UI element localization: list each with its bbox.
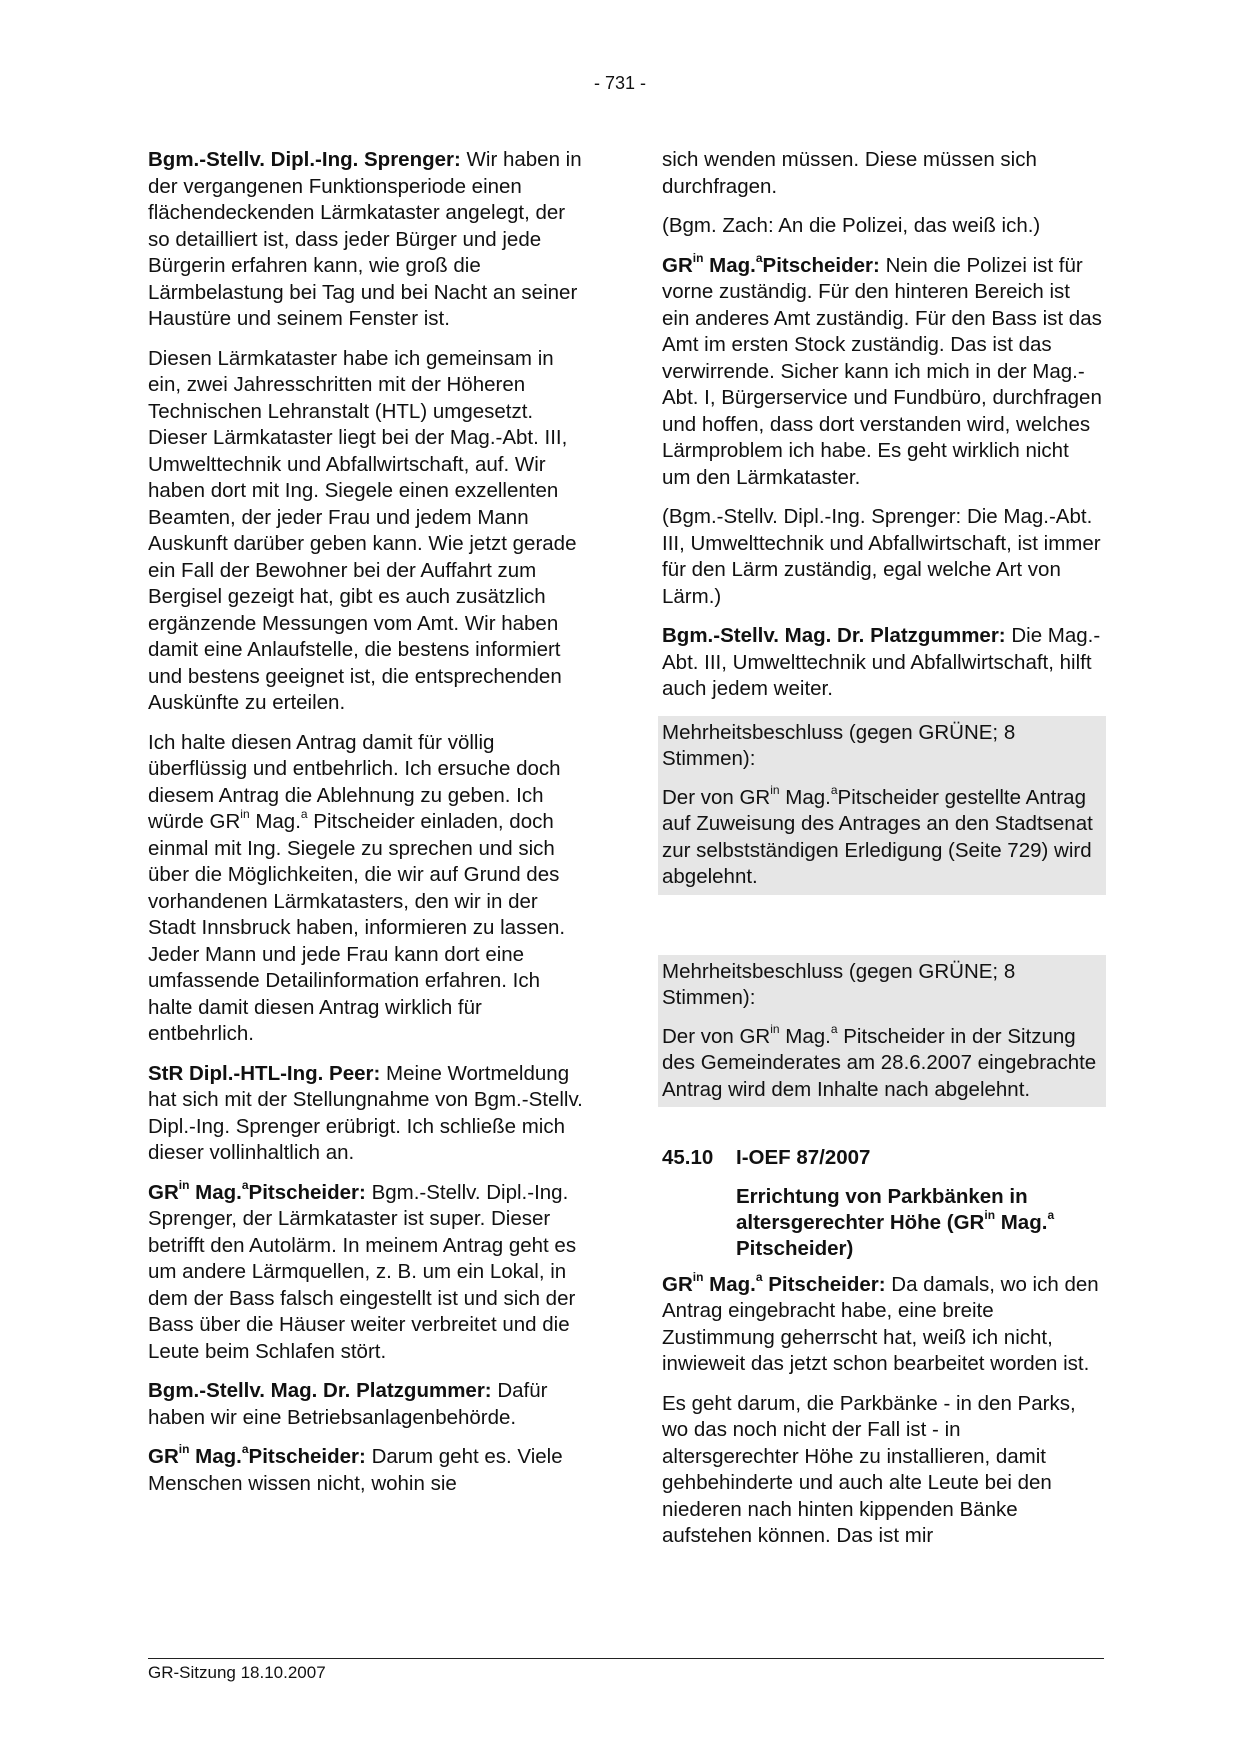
agenda-item-heading bbox=[662, 1145, 1102, 1262]
paragraph-text: Wir haben in der vergangenen Funktionsperiode einen flächendeckenden Lärmkataster angelegt, der so detailliert ist, dass jeder Bürger und jede Bürgerin erfahren kann, wie groß die Lärmbelastung bei Tag und bei Nacht an seiner Haustüre und seinem Fenster ist. bbox=[148, 148, 582, 330]
paragraph-pitscheider-1 bbox=[148, 1177, 588, 1366]
paragraph-peer bbox=[148, 1061, 588, 1167]
paragraph-text: Die Mag.-Abt. III, Umwelttechnik und Abfallwirtschaft, hilft auch jedem weiter. bbox=[662, 624, 1101, 700]
resolution-box-2 bbox=[658, 955, 1106, 1108]
paragraph-text: Bgm.-Stellv. Dipl.-Ing. Sprenger, der Lärmkataster ist super. Dieser betrifft den Autolärm. In meinem Antrag geht es um andere Lärmquellen, z. B. um ein Lokal, in dem der Bass falsch eingestellt ist und sich der Bass über die Häuser weiter verbreitet und die Leute beim Schlafen stört. bbox=[148, 1180, 577, 1363]
paragraph-text: Da damals, wo ich den Antrag eingebracht habe, eine breite Zustimmung geherrscht hat, weiß ich nicht, inwieweit das jetzt schon bearbeitet worden ist. bbox=[662, 1272, 1099, 1375]
paragraph-continuation: sich wenden müssen. Diese müssen sich durchfragen. bbox=[662, 148, 1037, 198]
resolution-title: Mehrheitsbeschluss (gegen GRÜNE; 8 Stimmen): bbox=[662, 720, 1016, 770]
resolution-text: Der von $GR^{in}$ Mag.$^a$ Pitscheider in der Sitzung des Gemeinderates am 28.6.2007 eingebrachte Antrag wird dem Inhalte nach abgelehnt. bbox=[662, 1021, 1097, 1101]
paragraph-sprenger-3 bbox=[148, 730, 588, 1048]
agenda-item-code: I-OEF 87/2007 bbox=[736, 1146, 871, 1169]
paragraph-text: Meine Wortmeldung hat sich mit der Stellungnahme von Bgm.-Stellv. Dipl.-Ing. Sprenger erübrigt. Ich schließe mich dieser vollinhaltlich an. bbox=[148, 1061, 583, 1164]
resolution-box-1 bbox=[658, 716, 1106, 895]
superscript-in: in bbox=[240, 807, 250, 822]
speaker-platzgummer: Bgm.-Stellv. Mag. Dr. Platzgummer: bbox=[662, 624, 1006, 647]
paragraph-pitscheider-2 bbox=[148, 1444, 588, 1497]
superscript-a: a bbox=[300, 807, 308, 822]
paragraph-text: Dafür haben wir eine Betriebsanlagenbehörde. bbox=[148, 1379, 548, 1429]
paragraph-text: Ich halte diesen Antrag damit für völlig überflüssig und entbehrlich. Ich ersuche doch diesem Antrag die Ablehnung zu geben. Ich würde GR bbox=[148, 730, 561, 833]
resolution-title: Mehrheitsbeschluss (gegen GRÜNE; 8 Stimmen): bbox=[662, 959, 1016, 1009]
speaker-platzgummer: Bgm.-Stellv. Mag. Dr. Platzgummer: bbox=[148, 1379, 492, 1402]
paragraph-interjection-zach: (Bgm. Zach: An die Polizei, das weiß ich.) bbox=[662, 214, 1041, 237]
paragraph-text: Darum geht es. Viele Menschen wissen nicht, wohin sie bbox=[148, 1445, 563, 1495]
right-column bbox=[662, 147, 1102, 1563]
agenda-item-number: 45.10 bbox=[662, 1146, 714, 1169]
paragraph-platzgummer-2 bbox=[662, 623, 1102, 703]
speaker-pitscheider: $GR^{in}$ Mag.$^a$Pitscheider: bbox=[148, 1177, 366, 1204]
footer-rule bbox=[148, 1658, 1104, 1659]
paragraph-text: Pitscheider einladen, doch einmal mit Ing. Siegele zu sprechen und sich über die Möglichkeiten, die wir auf Grund des vorhandenen Lärmkatasters, den wir in der Stadt Innsbruck haben, informieren zu lassen. Jeder Mann und jede Frau kann dort eine umfassende Detailinformation erfahren. Ich halte damit diesen Antrag wirklich für entbehrlich. bbox=[148, 810, 566, 1045]
paragraph-pitscheider-4 bbox=[662, 1269, 1102, 1378]
paragraph-pitscheider-3 bbox=[662, 250, 1102, 492]
page-number: - 731 - bbox=[593, 73, 647, 93]
speaker-pitscheider: $GR^{in}$ Mag.$^a$Pitscheider: bbox=[148, 1442, 366, 1468]
speaker-peer: StR Dipl.-HTL-Ing. Peer: bbox=[148, 1061, 381, 1085]
paragraph-text: Nein die Polizei ist für vorne zuständig. Für den hinteren Bereich ist ein anderes Amt zuständig. Für den Bass ist das Amt im ersten Stock zuständig. Das ist das verwirrende. Sicher kann ich mich in der Mag.-Abt. I, Bürgerservice und Fundbüro, durchfragen und hoffen, dass dort verstanden wird, welches Lärmproblem ich habe. Es geht wirklich nicht um den Lärmkataster. bbox=[662, 253, 1102, 489]
paragraph-platzgummer-1 bbox=[148, 1378, 588, 1431]
resolution-text: Der von $GR^{in}$ Mag.$^a$Pitscheider gestellte Antrag auf Zuweisung des Antrages an den Stadtsenat zur selbstständigen Erledigung (Seite 729) wird abgelehnt. bbox=[662, 782, 1093, 888]
left-column bbox=[148, 147, 588, 1510]
footer-text: GR-Sitzung 18.10.2007 bbox=[148, 1663, 326, 1682]
speaker-sprenger: Bgm.-Stellv. Dipl.-Ing. Sprenger: bbox=[148, 148, 461, 171]
agenda-item-title: Errichtung von Parkbänken in altersgerechter Höhe ($GR^{in}$ Mag.$^a$ Pitscheider) bbox=[736, 1184, 1055, 1260]
paragraph-interjection-sprenger: (Bgm.-Stellv. Dipl.-Ing. Sprenger: Die Mag.-Abt. III, Umwelttechnik und Abfallwirtschaft, ist immer für den Lärm zuständig, egal welche Art von Lärm.) bbox=[662, 505, 1101, 608]
speaker-pitscheider: $GR^{in}$ Mag.$^a$ Pitscheider: bbox=[662, 1269, 886, 1296]
paragraph-pitscheider-5: Es geht darum, die Parkbänke - in den Parks, wo das noch nicht der Fall ist - in altersgerechter Höhe zu installieren, damit gehbehinderte und auch alte Leute bei den niederen nach hinten kippenden Bänke aufstehen können. Das ist mir bbox=[662, 1391, 1076, 1547]
paragraph-sprenger-1 bbox=[148, 147, 588, 333]
paragraph-text: Mag. bbox=[249, 810, 301, 833]
paragraph-sprenger-2: Diesen Lärmkataster habe ich gemeinsam in ein, zwei Jahresschritten mit der Höheren Technischen Lehranstalt (HTL) umgesetzt. Dieser Lärmkataster liegt bei der Mag.-Abt. III, Umwelttechnik und Abfallwirtschaft, auf. Wir haben dort mit Ing. Siegele einen exzellenten Beamten, der jeder Frau und jedem Mann Auskunft darüber geben kann. Wie jetzt gerade ein Fall der Bewohner bei der Auffahrt zum Bergisel gezeigt hat, gibt es auch zusätzlich ergänzende Messungen vom Amt. Wir haben damit eine Anlaufstelle, die bestens informiert und bestens geeignet ist, die entsprechenden Auskünfte zu erteilen. bbox=[148, 346, 577, 714]
speaker-pitscheider: $GR^{in}$ Mag.$^a$Pitscheider: bbox=[662, 250, 880, 277]
